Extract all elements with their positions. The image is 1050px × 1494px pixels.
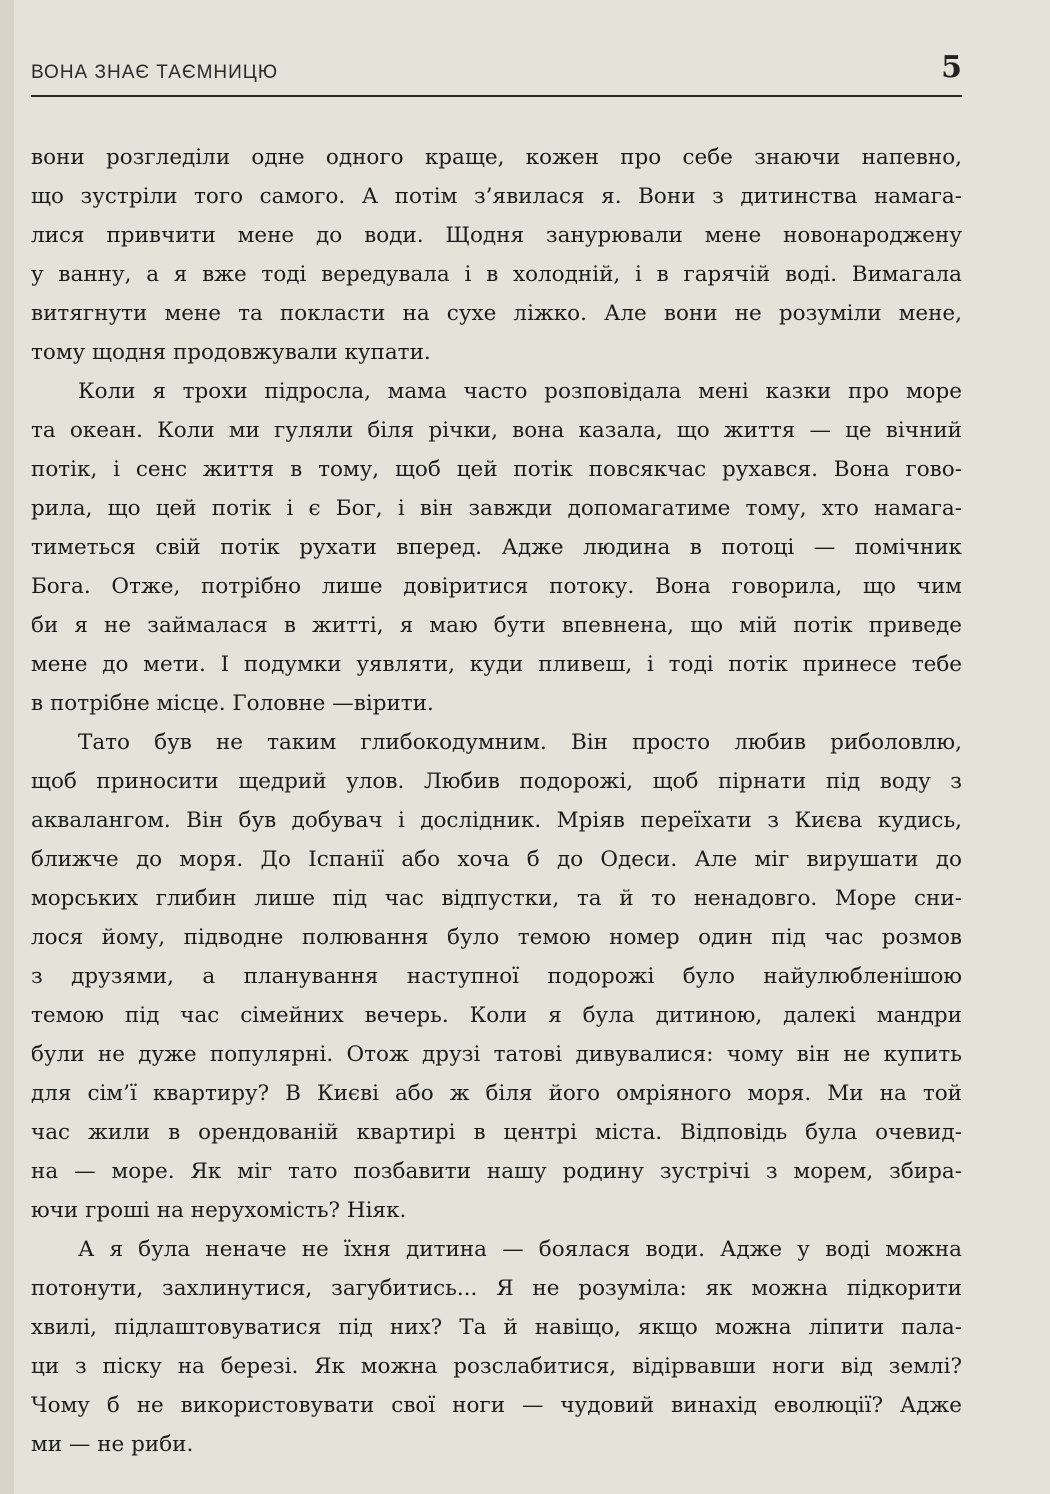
paragraph-2 (31, 372, 962, 723)
text-line: темою під час сімейних вечерь. Коли я була дитиною, далекі мандри (31, 1003, 962, 1028)
text-line: час жили в орендованій квартирі в центрі міста. Відповідь була очевид- (31, 1120, 962, 1145)
text-line: аквалангом. Він був добувач і дослідник. Мріяв переїхати з Києва кудись, (31, 808, 962, 833)
text-line: були не дуже популярні. Отож друзі татові дивувалися: чому він не купить (31, 1042, 962, 1067)
text-line: тому щодня продовжували купати. (31, 340, 431, 365)
text-line: щоб приносити щедрий улов. Любив подорожі, щоб пірнати під воду з (31, 769, 962, 794)
text-line: у ванну, а я вже тоді вередувала і в холодній, і в гарячій воді. Вимагала (31, 262, 962, 287)
text-line: морських глибин лише під час відпустки, та й то ненадовго. Море сни- (31, 886, 962, 911)
text-line: Чому б не використовувати свої ноги — чудовий винахід еволюції? Адже (31, 1393, 962, 1418)
text-line: ючи гроші на нерухомість? Ніяк. (31, 1198, 407, 1223)
text-line: з друзями, а планування наступної подорожі було найулюбленішою (31, 964, 962, 989)
text-line: Коли я трохи підросла, мама часто розповідала мені казки про море (78, 379, 962, 404)
text-line: ци з піску на березі. Як можна розслабитися, відірвавши ноги від землі? (31, 1354, 962, 1379)
text-line: би я не займалася в житті, я маю бути впевнена, що мій потік приведе (31, 613, 962, 638)
text-line: на — море. Як міг тато позбавити нашу родину зустрічі з морем, збира- (31, 1159, 962, 1184)
paragraph-4 (31, 1230, 962, 1464)
text-line: Тато був не таким глибокодумним. Він просто любив риболовлю, (78, 730, 962, 755)
running-title: ВОНА ЗНАЄ ТАЄМНИЦЮ (31, 62, 279, 83)
text-line: лося йому, підводне полювання було темою номер один під час розмов (31, 925, 962, 950)
text-line: Бога. Отже, потрібно лише довіритися потоку. Вона говорила, що чим (31, 574, 962, 599)
text-line: ми — не риби. (31, 1432, 194, 1457)
text-line: та океан. Коли ми гуляли біля річки, вона казала, що життя — це вічний (31, 418, 962, 443)
text-line: що зустріли того самого. А потім з’явилася я. Вони з дитинства намага- (31, 184, 962, 209)
text-line: для сім’ї квартиру? В Києві або ж біля його омріяного моря. Ми на той (31, 1081, 962, 1106)
paragraph-1 (31, 138, 962, 372)
text-line: витягнути мене та покласти на сухе ліжко. Але вони не розуміли мене, (31, 301, 962, 326)
page-number: 5 (941, 50, 962, 85)
body-text (31, 138, 962, 1464)
text-line: хвилі, підлаштовуватися під них? Та й навіщо, якщо можна ліпити пала- (31, 1315, 962, 1340)
text-line: тиметься свій потік рухати вперед. Адже людина в потоці — помічник (31, 535, 962, 560)
text-line: ближче до моря. До Іспанії або хоча б до Одеси. Але міг вирушати до (31, 847, 962, 872)
text-line: потік, і сенс життя в тому, щоб цей потік повсякчас рухався. Вона гово- (31, 457, 962, 482)
header-rule (31, 95, 962, 97)
text-line: А я була неначе не їхня дитина — боялася води. Адже у воді можна (78, 1237, 962, 1262)
page-edge-shadow (0, 0, 14, 1494)
text-line: вони розгледіли одне одного краще, кожен про себе знаючи напевно, (31, 145, 962, 170)
text-line: мене до мети. І подумки уявляти, куди пливеш, і тоді потік принесе тебе (31, 652, 962, 677)
paragraph-3 (31, 723, 962, 1230)
text-line: в потрібне місце. Головне —вірити. (31, 691, 434, 716)
text-line: рила, що цей потік і є Бог, і він завжди допомагатиме тому, хто намага- (31, 496, 962, 521)
text-line: потонути, захлинутися, загубитись... Я не розуміла: як можна підкорити (31, 1276, 962, 1301)
text-line: лися привчити мене до води. Щодня занурювали мене новонароджену (31, 223, 962, 248)
